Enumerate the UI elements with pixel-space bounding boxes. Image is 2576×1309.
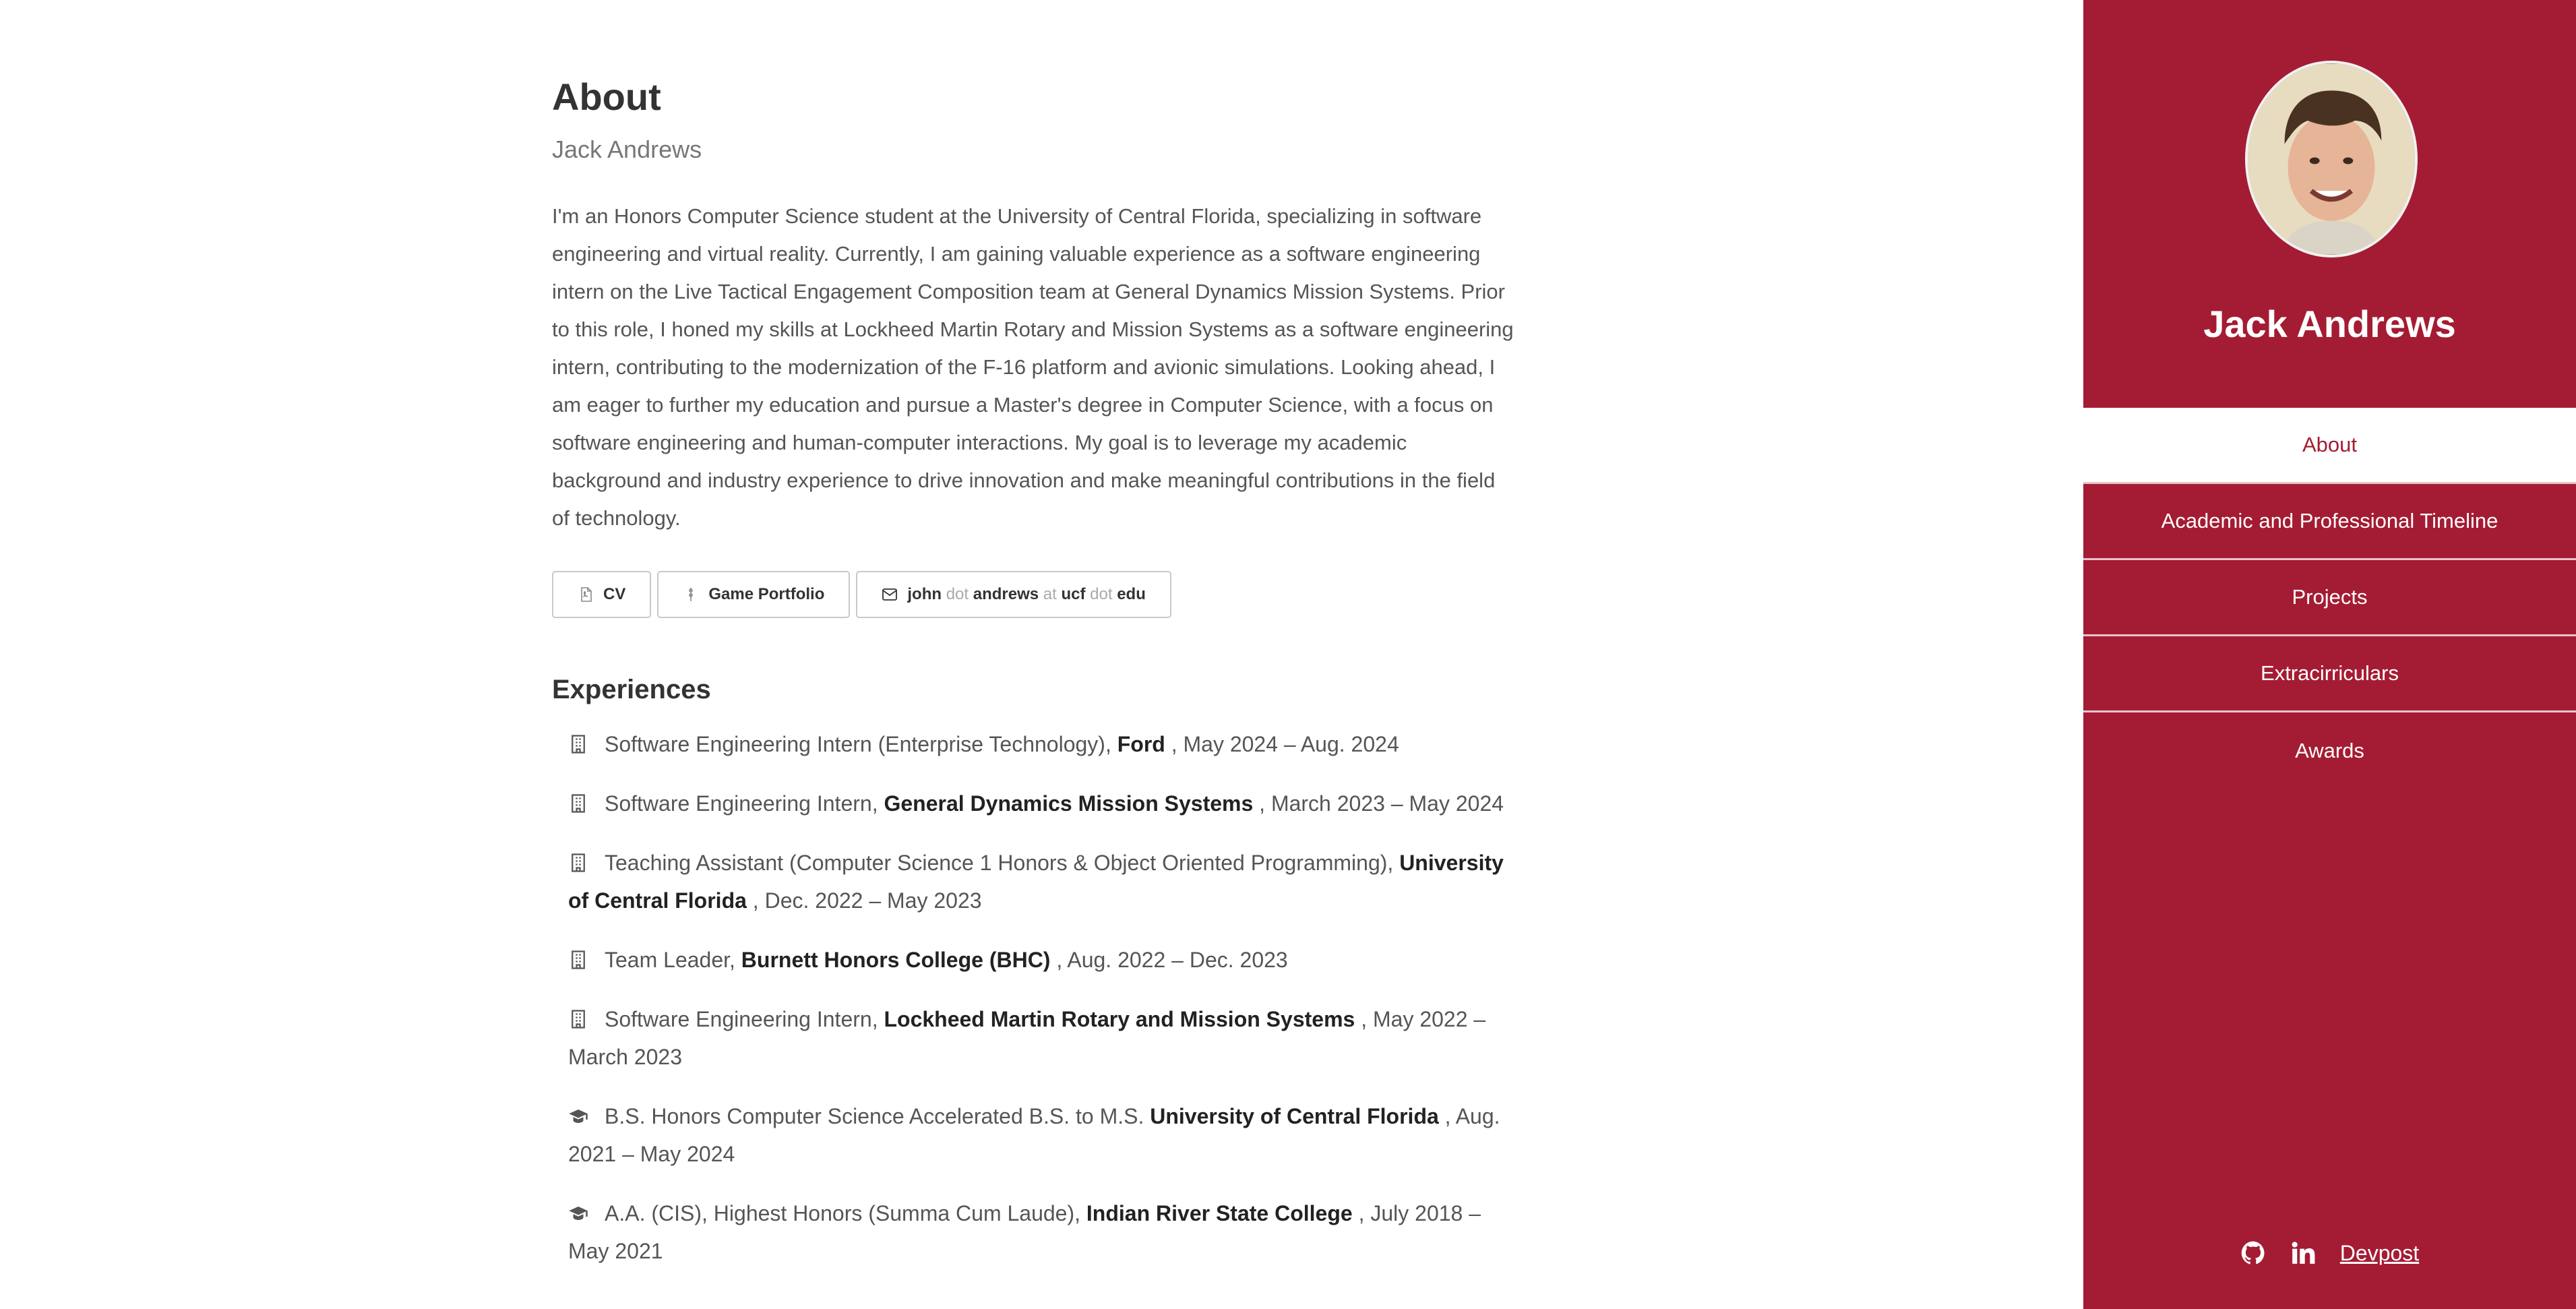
page-title: About — [552, 75, 661, 118]
list-item: B.S. Honors Computer Science Accelerated B.S. to M.S. University of Central Florida , Aug. 2021 – May 2024 — [568, 1104, 1500, 1167]
avatar — [2245, 61, 2418, 257]
nav-item-awards[interactable]: Awards — [2295, 738, 2364, 762]
page-subtitle: Jack Andrews — [552, 135, 702, 164]
building-icon — [568, 1009, 588, 1029]
devpost-link[interactable]: Devpost — [2339, 1240, 2420, 1265]
link-buttons — [552, 571, 1516, 618]
cv-button[interactable] — [552, 571, 651, 618]
building-icon — [568, 734, 588, 754]
envelope-icon — [882, 586, 898, 603]
experiences-list — [552, 725, 1516, 1270]
list-item: Teaching Assistant (Computer Science 1 Honors & Object Oriented Programming), University of Central Florida , Dec. 2022 – May 2023 — [568, 851, 1504, 913]
linkedin-icon[interactable] — [2290, 1240, 2316, 1266]
main-content — [552, 74, 1516, 1291]
bio-paragraph: I'm an Honors Computer Science student at the University of Central Florida, specializing in software engineering and virtual reality. Currently, I am gaining valuable experience as a software engineering intern on the Live Tactical Engagement Composition team at General Dynamics Mission Systems. Prior to this role, I honed my skills at Lockheed Martin Rotary and Mission Systems as a software engineering intern, contributing to the modernization of the F-16 platform and avionic simulations. Looking ahead, I am eager to further my education and pursue a Master's degree in Computer Science, with a focus on software engineering and human-computer interactions. My goal is to leverage my academic background and industry experience to drive innovation and make meaningful contributions in the field of technology. — [552, 204, 1514, 530]
sidebar-header — [2083, 0, 2576, 408]
github-icon[interactable] — [2240, 1240, 2266, 1266]
sidebar-name: Jack Andrews — [2203, 303, 2456, 345]
graduation-cap-icon — [568, 1203, 588, 1223]
list-item: Software Engineering Intern, General Dynamics Mission Systems , March 2023 – May 2024 — [568, 785, 1516, 822]
list-item: Software Engineering Intern (Enterprise Technology), Ford , May 2024 – Aug. 2024 — [568, 725, 1516, 763]
gamepad-icon — [683, 586, 699, 603]
file-pdf-icon — [578, 586, 594, 603]
cv-label: CV — [603, 585, 626, 604]
building-icon — [568, 793, 588, 814]
email-address: john dot andrews at ucf dot edu — [907, 585, 1146, 604]
nav-item-about[interactable]: About — [2083, 408, 2576, 484]
list-item: A.A. (CIS), Highest Honors (Summa Cum Laude), Indian River State College , July 2018 – May 2021 — [568, 1201, 1481, 1264]
sidebar — [2083, 0, 2576, 1309]
graduation-cap-icon — [568, 1106, 588, 1126]
nav-item-extracurriculars[interactable]: Extracirriculars — [2083, 636, 2576, 712]
social-links — [2083, 1240, 2576, 1266]
sidebar-nav — [2083, 408, 2576, 789]
email-button[interactable] — [856, 571, 1171, 618]
building-icon — [568, 853, 588, 873]
profile-photo — [2248, 63, 2415, 255]
list-item: Software Engineering Intern, Lockheed Martin Rotary and Mission Systems , May 2022 – March 2023 — [568, 1007, 1486, 1070]
nav-item-projects[interactable]: Projects — [2083, 560, 2576, 636]
experiences-heading: Experiences — [552, 675, 711, 705]
nav-item-timeline[interactable]: Academic and Professional Timeline — [2083, 484, 2576, 560]
list-item: Team Leader, Burnett Honors College (BHC) , Aug. 2022 – Dec. 2023 — [568, 941, 1516, 979]
building-icon — [568, 950, 588, 970]
game-portfolio-button[interactable] — [657, 571, 850, 618]
game-portfolio-label: Game Portfolio — [708, 585, 825, 604]
